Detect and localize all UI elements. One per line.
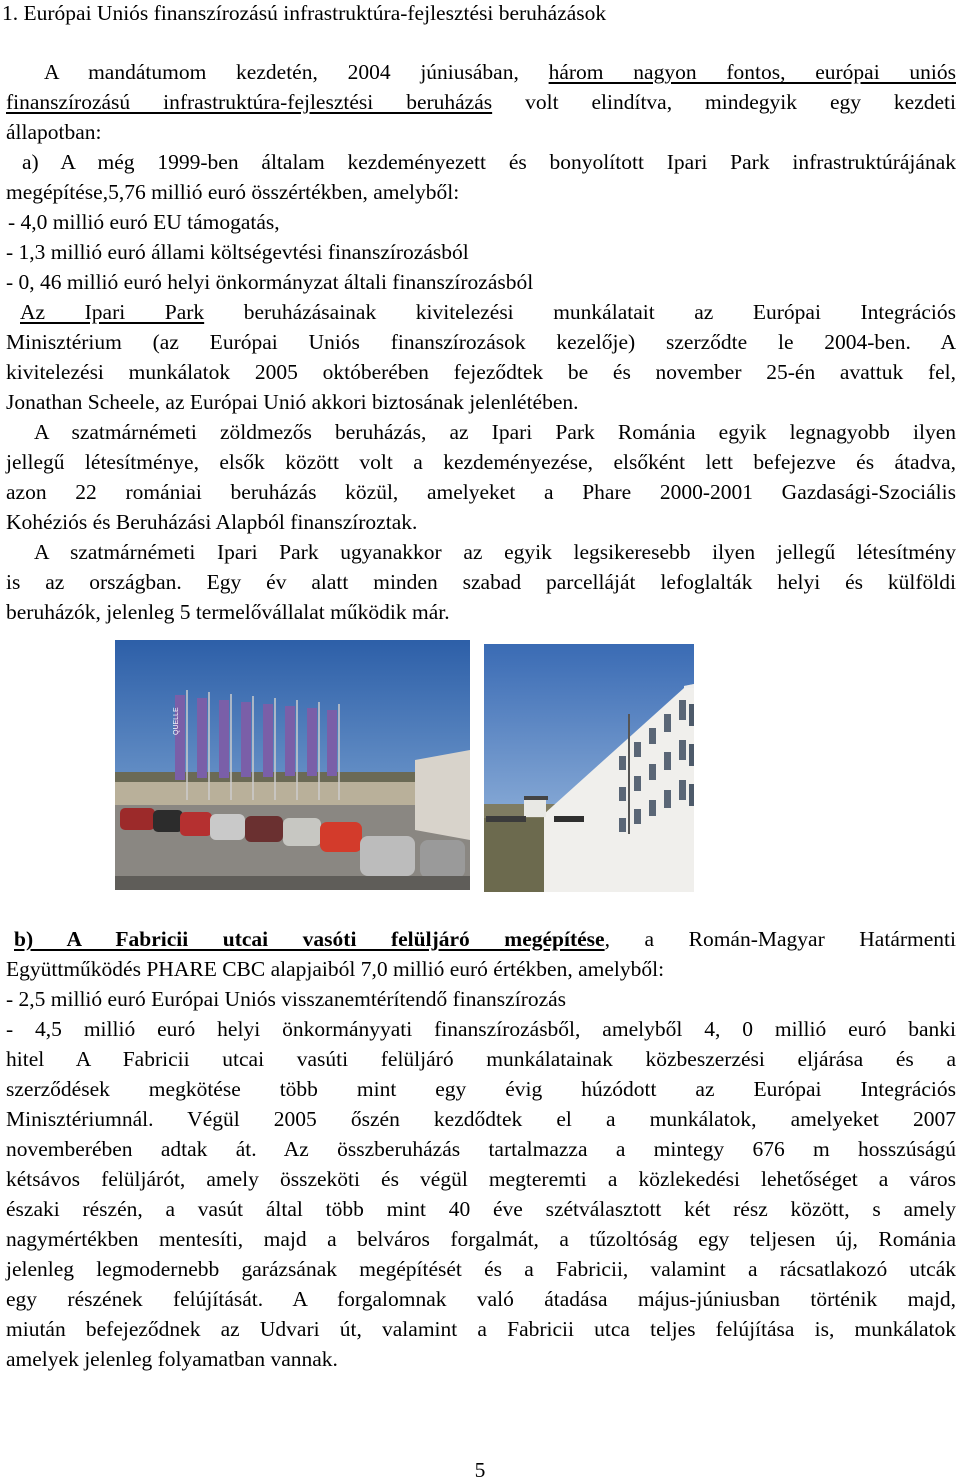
flag-text: QUELLE [173,707,180,735]
paragraph-3-line-2: jellegű létesítménye, elsők között volt a kezdeményezése, elsőként lett befejezve és átadva, [6,450,956,474]
paragraph-4-line-2: is az országban. Egy év alatt minden szabad parcelláját lefoglalták helyi és külföldi [6,570,956,594]
paragraph-2-line-1 [6,298,956,327]
page-number: 5 [474,1458,486,1482]
item-b-line-14: miután befejeződnek az Udvari út, valamint a Fabricii utca teljes felújítása is, munkálatok [6,1317,956,1341]
p2-text: beruházásainak kivitelezési munkálatait az Európai Integrációs [243,300,956,324]
photo-building-image [484,644,694,892]
item-a-line-4: - 1,3 millió euró állami költségevtési finanszírozásból [6,240,469,264]
paragraph-2-line-3: kivitelezési munkálatok 2005 októberében fejeződtek be és november 25-én avattuk fel, [6,360,956,384]
item-b-line-13: egy részének felújítását. A forgalomnak való átadása május-júniusban történik majd, [6,1287,956,1311]
paragraph-3-line-4: Kohéziós és Beruházási Alapból finanszíroztak. [6,510,418,534]
photo-office-building [484,644,694,892]
item-a-line-1: a) A még 1999-ben általam kezdeményezett és bonyolított Ipari Park infrastruktúrájának [22,150,956,174]
paragraph-1-line-1 [6,58,956,87]
item-b-text: , a Román-Magyar Határmenti [604,927,956,951]
item-b-line-15: amelyek jelenleg folyamatban vannak. [6,1347,338,1371]
item-b-title: b) A Fabricii utcai vasóti felüljáró megépítése [14,927,605,951]
item-a-line-3: - 4,0 millió euró EU támogatás, [8,210,280,234]
paragraph-1-line-2 [6,88,956,117]
paragraph-2-line-4: Jonathan Scheele, az Európai Unió akkori biztosának jelenlétében. [6,390,579,414]
item-b-line-9: kétsávos felüljárót, amely összeköti és végül megteremti a közlekedési lehetőséget a város [6,1167,956,1191]
item-b-line-2: Együttműködés PHARE CBC alapjaiból 7,0 millió euró értékben, amelyből: [6,957,665,981]
item-b-line-12: jelenleg legmodernebb garázsának megépítését és a Fabricii, valamint a rácsatlakozó utcák [6,1257,956,1281]
p1-underlined-2: finanszírozású infrastruktúra-fejlesztési beruházás [6,90,493,114]
item-b-line-4: - 4,5 millió euró helyi önkormányyati finanszírozásből, amelyből 4, 0 millió euró banki [6,1017,956,1041]
item-b-line-10: északi részén, a vasút által több mint 40 éve szétválasztott két rész között, s amely [6,1197,956,1221]
p1-text-2: volt elindítva, mindegyik egy kezdeti [525,90,957,114]
paragraph-4-line-3: beruházók, jelenleg 5 termelővállalat működik már. [6,600,450,624]
item-a-line-5: - 0, 46 millió euró helyi önkormányzat általi finanszírozásból [6,270,534,294]
paragraph-2-line-2: Minisztérium (az Európai Uniós finanszírozások kezelője) szerződte le 2004-ben. A [6,330,956,354]
photo-industrial-park-parking [115,640,470,890]
item-b-line-8: novemberében adtak át. Az összberuházás tartalmazza a mintegy 676 m hosszúságú [6,1137,956,1161]
section-heading: 1. Európai Uniós finanszírozású infrastruktúra-fejlesztési beruházások [2,1,607,25]
item-b-line-1 [6,925,956,954]
paragraph-4-line-1: A szatmárnémeti Ipari Park ugyanakkor az egyik legsikeresebb ilyen jellegű létesítmény [34,540,956,564]
paragraph-1-line-3: állapotban: [6,120,102,144]
item-b-line-5: hitel A Fabricii utcai vasúti felüljáró munkálatainak közbeszerzési eljárása és a [6,1047,956,1071]
p1-underlined: három nagyon fontos, európai uniós [548,60,956,84]
item-b-line-11: nagymértékben mentesíti, majd a belváros forgalmát, a tűzoltóság egy teljesen új, Románia [6,1227,956,1251]
item-a-line-2: megépítése,5,76 millió euró összértékben, amelyből: [6,180,460,204]
p2-underlined: Az Ipari Park [20,300,205,324]
photo-parking-lot-image [115,640,470,890]
p1-text: A mandátumom kezdetén, 2004 júniusában, [44,60,519,84]
paragraph-3-line-1: A szatmárnémeti zöldmezős beruházás, az Ipari Park Románia egyik legnagyobb ilyen [34,420,956,444]
item-b-line-7: Minisztériumnál. Végül 2005 őszén kezdődtek el a munkálatok, amelyeket 2007 [6,1107,956,1131]
item-b-line-3: - 2,5 millió euró Európai Uniós visszanemtérítendő finanszírozás [6,987,567,1011]
item-b-line-6: szerződések megkötése több mint egy évig húzódott az Európai Integrációs [6,1077,956,1101]
paragraph-3-line-3: azon 22 romániai beruházás közül, amelyeket a Phare 2000-2001 Gazdasági-Szociális [6,480,956,504]
